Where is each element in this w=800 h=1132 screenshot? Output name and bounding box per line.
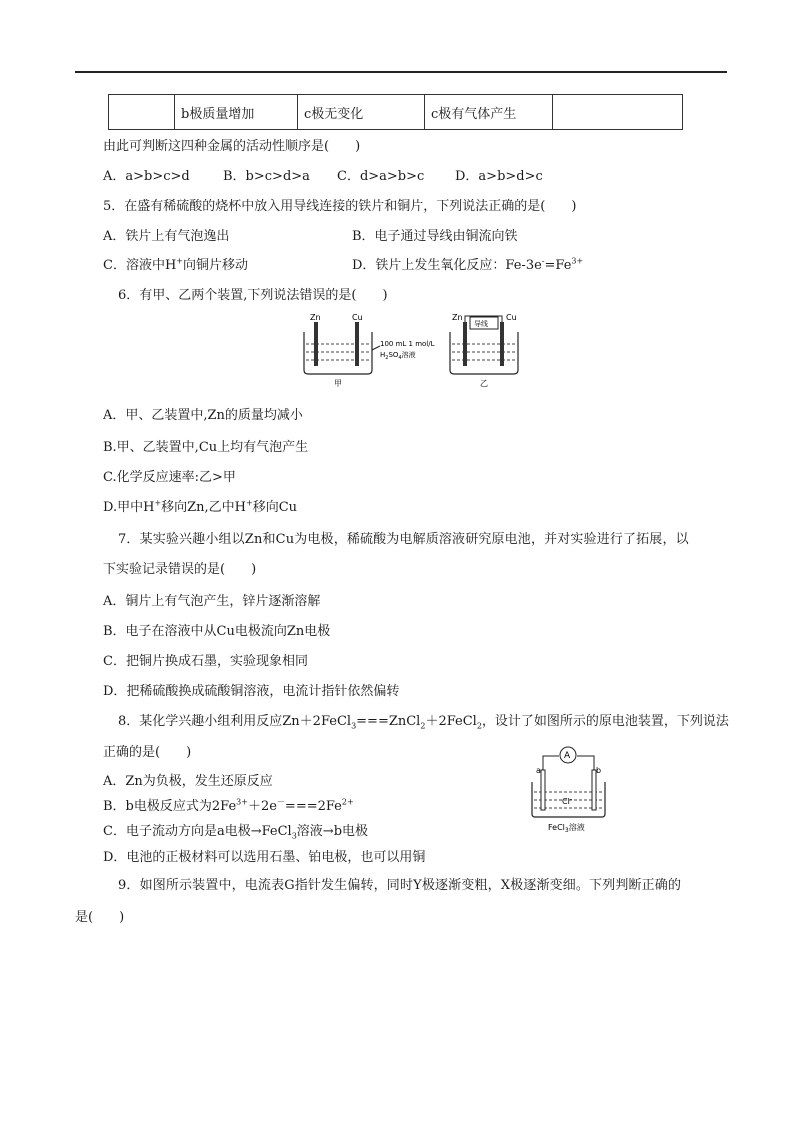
fig-caption-yi: 乙	[480, 379, 488, 388]
q6-option-c: C.化学反应速率:乙>甲	[103, 470, 236, 485]
fig-solution-caption: FeCl$_3$溶液	[548, 823, 585, 834]
header-rule	[75, 71, 727, 73]
q6-stem: 6．有甲、乙两个装置,下列说法错误的是( )	[118, 288, 388, 303]
result-table	[108, 94, 683, 130]
q9-stem-line2: 是( )	[75, 910, 125, 925]
fig-cu-label: Cu	[352, 313, 363, 322]
table-cell	[553, 95, 683, 130]
fig-cu-label-2: Cu	[506, 313, 517, 322]
q4-option-d: D．a>b>d>c	[455, 169, 543, 184]
q5-option-a: A．铁片上有气泡逸出	[103, 229, 230, 244]
q5-option-b: B．电子通过导线由铜流向铁	[352, 229, 518, 244]
q8-cell-figure	[528, 742, 610, 834]
q7-option-d: D．把稀硫酸换成硫酸铜溶液，电流计指针依然偏转	[103, 684, 400, 699]
q4-option-b: B．b>c>d>a	[223, 169, 310, 184]
fig-wire-label: 导线	[474, 320, 488, 328]
q8-stem-line2: 正确的是( )	[103, 745, 192, 760]
q5-option-c: C．溶液中H+向铜片移动	[103, 256, 249, 273]
fig-zn-label: Zn	[310, 313, 321, 322]
q6-option-d: D.甲中H+移向Zn,乙中H+移向Cu	[103, 498, 298, 515]
q6-option-b: B.甲、乙装置中,Cu上均有气泡产生	[103, 440, 309, 455]
q8-option-a: A．Zn为负极，发生还原反应	[103, 774, 273, 789]
fig-electrode-a-label: a	[536, 766, 541, 775]
q8-stem-line1: 8．某化学兴趣小组利用反应Zn＋2FeCl$_3$===ZnCl$_2$＋2FeCl$_2$，设计了如图所示的原电池装置，下列说法	[118, 714, 729, 731]
q8-option-c: C．电子流动方向是a电极→FeCl$_3$溶液→b电极	[103, 824, 369, 841]
q5-option-d: D．铁片上发生氧化反应：$Fe-3e^-=Fe^{3+}$	[352, 256, 584, 273]
q4-stem: 由此可判断这四种金属的活动性顺序是( )	[103, 139, 361, 154]
table-row	[109, 95, 683, 130]
fig-solution-label: 100 mL 1 mol/L	[380, 340, 435, 348]
q8-option-d: D．电池的正极材料可以选用石墨、铂电极，也可以用铜	[103, 850, 426, 865]
q5-stem: 5．在盛有稀硫酸的烧杯中放入用导线连接的铁片和铜片，下列说法正确的是( )	[103, 199, 577, 214]
fig-solution-formula: $H_2SO_4$溶液	[380, 351, 416, 361]
q7-option-b: B．电子在溶液中从Cu电极流向Zn电极	[103, 624, 331, 639]
q7-option-c: C．把铜片换成石墨，实验现象相同	[103, 654, 308, 669]
q4-option-a: A．a>b>c>d	[103, 169, 190, 184]
q8-option-b: B．b电极反应式为$2Fe^{3+}+2e^-===2Fe^{2+}$	[103, 797, 354, 814]
q6-option-a: A．甲、乙装置中,Zn的质量均减小	[103, 408, 303, 423]
q7-option-a: A．铜片上有气泡产生，锌片逐渐溶解	[103, 594, 321, 609]
table-cell: c极有气体产生	[425, 95, 553, 130]
fig-zn-label-2: Zn	[452, 313, 463, 322]
table-cell: b极质量增加	[175, 95, 298, 130]
q4-option-c: C．d>a>b>c	[337, 169, 425, 184]
fig-caption-jia: 甲	[334, 379, 342, 388]
q7-stem-line1: 7．某实验兴趣小组以Zn和Cu为电极，稀硫酸为电解质溶液研究原电池，并对实验进行了拓展，以	[118, 532, 689, 547]
table-cell: c极无变化	[298, 95, 425, 130]
fig-electrode-b-label: b	[596, 766, 602, 775]
ammeter-icon: A	[564, 751, 571, 761]
q9-stem-line1: 9．如图所示装置中，电流表G指针发生偏转，同时Y极逐渐变粗，X极逐渐变细。下列判断正确的	[118, 878, 682, 893]
fig-ion-label: Cl-	[562, 796, 572, 806]
table-cell	[109, 95, 175, 130]
q7-stem-line2: 下实验记录错误的是( )	[103, 562, 257, 577]
q6-apparatus-figure	[300, 310, 525, 390]
